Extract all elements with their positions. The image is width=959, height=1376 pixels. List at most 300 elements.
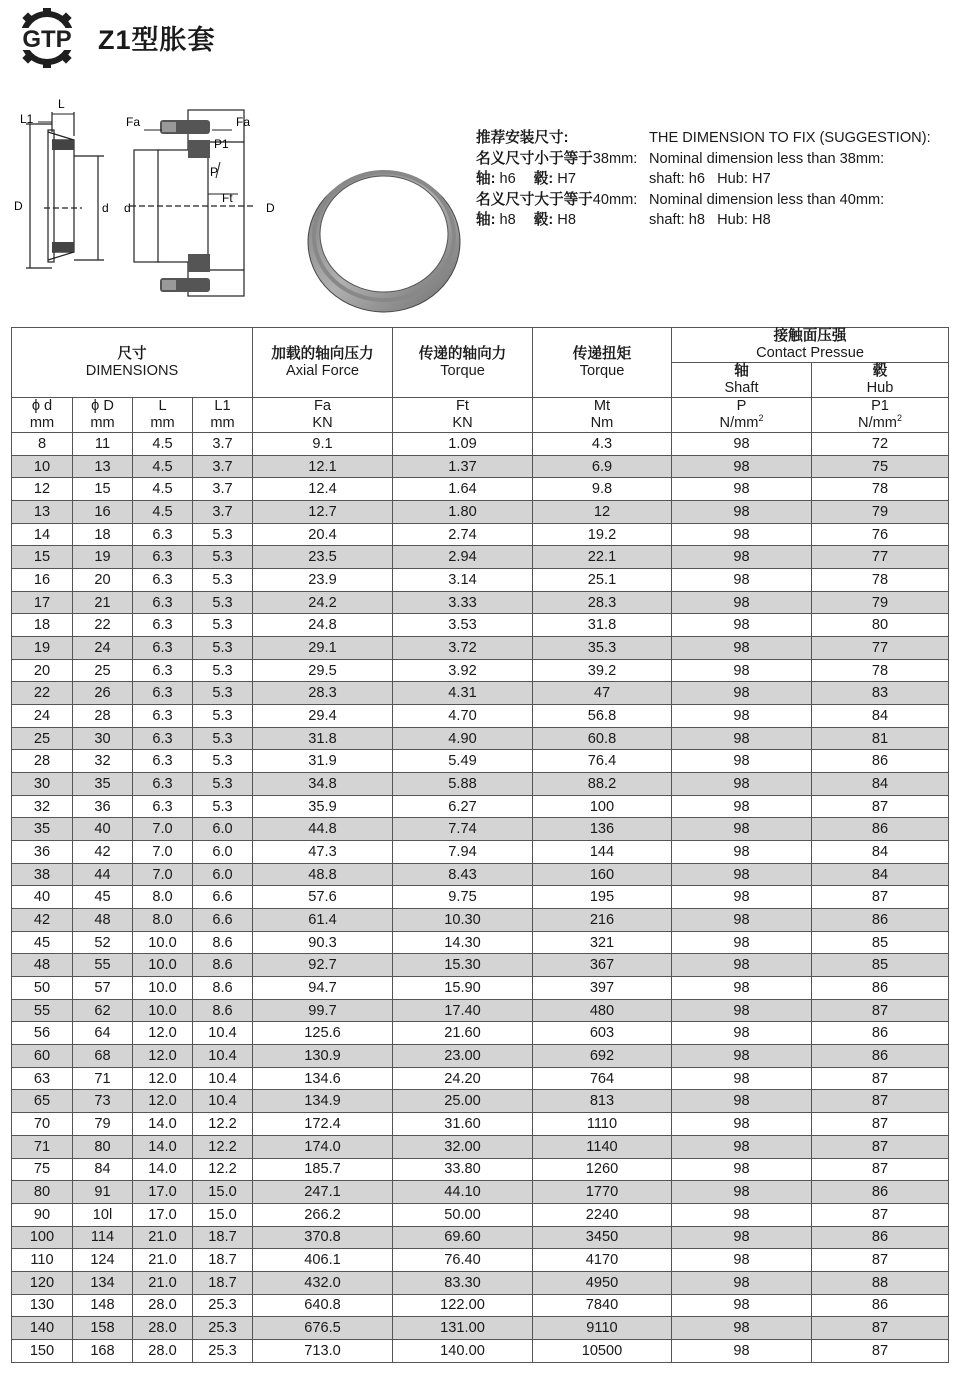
table-cell: 14.0: [133, 1135, 193, 1158]
table-cell: 86: [812, 750, 949, 773]
note-cn: 推荐安装尺寸:: [476, 130, 569, 146]
table-row: [12, 954, 949, 977]
note-en: shaft: h6 Hub: H7: [649, 171, 771, 188]
table-cell: 65: [12, 1090, 73, 1113]
table-cell: 172.4: [253, 1113, 393, 1136]
table-cell: 68: [73, 1045, 133, 1068]
table-cell: 69.60: [393, 1226, 533, 1249]
table-cell: 10.4: [193, 1067, 253, 1090]
table-cell: 77: [812, 546, 949, 569]
note-en: THE DIMENSION TO FIX (SUGGESTION):: [649, 130, 931, 146]
table-cell: 6.9: [533, 455, 672, 478]
table-cell: 150: [12, 1339, 73, 1362]
table-cell: 33.80: [393, 1158, 533, 1181]
table-cell: 36: [12, 841, 73, 864]
table-cell: 764: [533, 1067, 672, 1090]
table-cell: 2.94: [393, 546, 533, 569]
table-cell: 98: [672, 1203, 812, 1226]
note-en: Nominal dimension less than 40mm:: [649, 191, 885, 208]
table-cell: 10.0: [133, 931, 193, 954]
table-cell: 98: [672, 1158, 812, 1181]
table-cell: 174.0: [253, 1135, 393, 1158]
table-cell: 98: [672, 795, 812, 818]
table-cell: 86: [812, 977, 949, 1000]
table-cell: 100: [12, 1226, 73, 1249]
table-cell: 24: [73, 637, 133, 660]
table-cell: 22: [73, 614, 133, 637]
header-hub: 毂 Hub: [812, 363, 949, 398]
table-cell: 48.8: [253, 863, 393, 886]
table-cell: 6.3: [133, 614, 193, 637]
label-fa-left: Fa: [126, 115, 141, 129]
table-cell: 28.3: [533, 591, 672, 614]
table-cell: 15.30: [393, 954, 533, 977]
table-cell: 24.8: [253, 614, 393, 637]
table-cell: 19: [12, 637, 73, 660]
table-cell: 79: [812, 501, 949, 524]
table-cell: 15.0: [193, 1181, 253, 1204]
table-row: [12, 455, 949, 478]
table-cell: 8.0: [133, 886, 193, 909]
table-cell: 23.5: [253, 546, 393, 569]
table-cell: 45: [12, 931, 73, 954]
table-cell: 4.70: [393, 705, 533, 728]
table-cell: 14.0: [133, 1113, 193, 1136]
table-cell: 44.10: [393, 1181, 533, 1204]
header-contact-pressure: 接触面压强 Contact Pressue: [672, 328, 949, 363]
table-cell: 23.9: [253, 569, 393, 592]
table-cell: 98: [672, 1113, 812, 1136]
table-cell: 9.8: [533, 478, 672, 501]
table-cell: 71: [12, 1135, 73, 1158]
table-cell: 7.0: [133, 863, 193, 886]
table-cell: 6.3: [133, 682, 193, 705]
table-cell: 10.0: [133, 999, 193, 1022]
table-cell: 79: [73, 1113, 133, 1136]
table-cell: 6.3: [133, 727, 193, 750]
label-l: L: [58, 97, 65, 111]
table-cell: 98: [672, 523, 812, 546]
table-cell: 136: [533, 818, 672, 841]
table-cell: 87: [812, 1090, 949, 1113]
table-cell: 15: [73, 478, 133, 501]
table-cell: 1.37: [393, 455, 533, 478]
table-row: [12, 1294, 949, 1317]
logo-text: GTP: [22, 26, 72, 53]
table-cell: 87: [812, 1113, 949, 1136]
table-cell: 676.5: [253, 1317, 393, 1340]
table-cell: 98: [672, 909, 812, 932]
table-cell: 42: [73, 841, 133, 864]
table-cell: 98: [672, 954, 812, 977]
fit-notes: [476, 128, 931, 231]
table-cell: 48: [73, 909, 133, 932]
table-cell: 83: [812, 682, 949, 705]
table-cell: 6.3: [133, 659, 193, 682]
table-cell: 87: [812, 999, 949, 1022]
table-cell: 8.6: [193, 931, 253, 954]
table-cell: 131.00: [393, 1317, 533, 1340]
table-cell: 144: [533, 841, 672, 864]
unit-axial-force: Fa KN: [253, 398, 393, 433]
table-cell: 98: [672, 659, 812, 682]
table-cell: 99.7: [253, 999, 393, 1022]
table-cell: 6.3: [133, 795, 193, 818]
table-cell: 8.6: [193, 999, 253, 1022]
table-cell: 78: [812, 478, 949, 501]
unit-shaft-pressure: P $N/mm^2$: [672, 398, 812, 433]
label-d-outer-left: D: [14, 199, 23, 213]
table-cell: 6.0: [193, 863, 253, 886]
table-cell: 62: [73, 999, 133, 1022]
table-cell: 4.5: [133, 501, 193, 524]
note-cn: 名义尺寸小于等于38mm:: [476, 150, 638, 167]
table-cell: 3.33: [393, 591, 533, 614]
header-shaft: 轴 Shaft: [672, 363, 812, 398]
table-cell: 13: [12, 501, 73, 524]
table-cell: 140: [12, 1317, 73, 1340]
table-cell: 134.6: [253, 1067, 393, 1090]
label-p: P: [210, 165, 219, 179]
table-cell: 18: [73, 523, 133, 546]
table-cell: 98: [672, 546, 812, 569]
table-cell: 5.3: [193, 750, 253, 773]
table-cell: 10.4: [193, 1045, 253, 1068]
table-cell: 10500: [533, 1339, 672, 1362]
table-cell: 72: [812, 433, 949, 456]
table-row: [12, 1226, 949, 1249]
table-cell: 83.30: [393, 1271, 533, 1294]
table-cell: 32: [73, 750, 133, 773]
table-cell: 25.1: [533, 569, 672, 592]
table-cell: 130: [12, 1294, 73, 1317]
table-cell: 80: [812, 614, 949, 637]
label-d-inner-2: d: [124, 201, 131, 215]
table-cell: 45: [73, 886, 133, 909]
table-cell: 12.2: [193, 1158, 253, 1181]
table-cell: 55: [12, 999, 73, 1022]
table-cell: 266.2: [253, 1203, 393, 1226]
table-cell: 11: [73, 433, 133, 456]
table-cell: 406.1: [253, 1249, 393, 1272]
table-cell: 88: [812, 1271, 949, 1294]
table-cell: 98: [672, 705, 812, 728]
table-cell: 8.6: [193, 977, 253, 1000]
table-cell: 22.1: [533, 546, 672, 569]
table-cell: 6.0: [193, 818, 253, 841]
table-cell: 19.2: [533, 523, 672, 546]
table-cell: 1.09: [393, 433, 533, 456]
table-row: [12, 1249, 949, 1272]
table-cell: 5.49: [393, 750, 533, 773]
table-cell: 100: [533, 795, 672, 818]
table-cell: 79: [812, 591, 949, 614]
table-cell: 78: [812, 659, 949, 682]
table-cell: 17.40: [393, 999, 533, 1022]
table-cell: 10.4: [193, 1090, 253, 1113]
table-cell: 85: [812, 931, 949, 954]
table-cell: 36: [73, 795, 133, 818]
table-cell: 3.7: [193, 433, 253, 456]
table-row: [12, 727, 949, 750]
table-cell: 86: [812, 818, 949, 841]
gtp-logo: [10, 8, 84, 68]
unit-outer-diameter: ϕ D mm: [73, 398, 133, 433]
table-cell: 12.1: [253, 455, 393, 478]
table-cell: 87: [812, 1317, 949, 1340]
table-row: [12, 999, 949, 1022]
table-cell: 6.6: [193, 909, 253, 932]
table-row: [12, 1158, 949, 1181]
table-cell: 98: [672, 999, 812, 1022]
table-cell: 5.3: [193, 523, 253, 546]
table-cell: 15.90: [393, 977, 533, 1000]
table-cell: 47.3: [253, 841, 393, 864]
note-row: [476, 128, 931, 149]
unit-inner-diameter: ϕ d mm: [12, 398, 73, 433]
table-cell: 480: [533, 999, 672, 1022]
table-cell: 134: [73, 1271, 133, 1294]
table-cell: 31.8: [533, 614, 672, 637]
table-cell: 73: [73, 1090, 133, 1113]
table-cell: 29.1: [253, 637, 393, 660]
table-cell: 5.3: [193, 569, 253, 592]
table-row: [12, 705, 949, 728]
table-cell: 98: [672, 637, 812, 660]
table-cell: 4.90: [393, 727, 533, 750]
table-cell: 14: [12, 523, 73, 546]
table-row: [12, 637, 949, 660]
table-row: [12, 1317, 949, 1340]
table-cell: 47: [533, 682, 672, 705]
table-cell: 21.60: [393, 1022, 533, 1045]
table-cell: 4.5: [133, 455, 193, 478]
table-row: [12, 501, 949, 524]
table-cell: 12.2: [193, 1113, 253, 1136]
table-row: [12, 1339, 949, 1362]
table-cell: 5.3: [193, 614, 253, 637]
table-cell: 84: [812, 773, 949, 796]
table-cell: 86: [812, 1022, 949, 1045]
table-cell: 9.1: [253, 433, 393, 456]
table-cell: 94.7: [253, 977, 393, 1000]
table-cell: 87: [812, 1158, 949, 1181]
table-cell: 21: [73, 591, 133, 614]
table-cell: 3.14: [393, 569, 533, 592]
table-cell: 5.3: [193, 659, 253, 682]
table-row: [12, 1113, 949, 1136]
table-cell: 90.3: [253, 931, 393, 954]
table-cell: 25.00: [393, 1090, 533, 1113]
table-cell: 98: [672, 501, 812, 524]
table-cell: 71: [73, 1067, 133, 1090]
table-row: [12, 1203, 949, 1226]
table-cell: 25.3: [193, 1339, 253, 1362]
table-cell: 124: [73, 1249, 133, 1272]
table-cell: 114: [73, 1226, 133, 1249]
table-cell: 50: [12, 977, 73, 1000]
note-en: Nominal dimension less than 38mm:: [649, 150, 885, 167]
table-cell: 122.00: [393, 1294, 533, 1317]
table-cell: 52: [73, 931, 133, 954]
table-cell: 140.00: [393, 1339, 533, 1362]
table-cell: 5.3: [193, 795, 253, 818]
table-cell: 28.3: [253, 682, 393, 705]
table-cell: 10.0: [133, 954, 193, 977]
table-cell: 30: [73, 727, 133, 750]
table-cell: 21.0: [133, 1226, 193, 1249]
table-row: [12, 1090, 949, 1113]
table-cell: 10: [12, 455, 73, 478]
note-cn: 轴: h6 毂: H7: [476, 171, 576, 188]
table-row: [12, 614, 949, 637]
header-torque: 传递扭矩 Torque: [533, 328, 672, 398]
ring-illustration: [300, 156, 468, 316]
table-cell: 3.7: [193, 501, 253, 524]
table-cell: 32: [12, 795, 73, 818]
table-row: [12, 523, 949, 546]
table-cell: 6.3: [133, 546, 193, 569]
table-cell: 432.0: [253, 1271, 393, 1294]
table-cell: 247.1: [253, 1181, 393, 1204]
table-row: [12, 977, 949, 1000]
table-cell: 24.2: [253, 591, 393, 614]
table-cell: 14.0: [133, 1158, 193, 1181]
table-cell: 28: [73, 705, 133, 728]
table-row: [12, 682, 949, 705]
table-cell: 25.3: [193, 1317, 253, 1340]
table-cell: 88.2: [533, 773, 672, 796]
table-cell: 17.0: [133, 1181, 193, 1204]
table-cell: 98: [672, 478, 812, 501]
table-cell: 29.5: [253, 659, 393, 682]
table-cell: 84: [73, 1158, 133, 1181]
table-cell: 12.2: [193, 1135, 253, 1158]
table-cell: 12.0: [133, 1090, 193, 1113]
table-cell: 57: [73, 977, 133, 1000]
table-row: [12, 1045, 949, 1068]
table-cell: 168: [73, 1339, 133, 1362]
table-cell: 98: [672, 1271, 812, 1294]
table-cell: 35.3: [533, 637, 672, 660]
table-cell: 160: [533, 863, 672, 886]
table-cell: 98: [672, 1022, 812, 1045]
table-cell: 12: [12, 478, 73, 501]
table-cell: 1.64: [393, 478, 533, 501]
table-cell: 25: [73, 659, 133, 682]
table-cell: 9110: [533, 1317, 672, 1340]
table-cell: 7.94: [393, 841, 533, 864]
note-row: [476, 210, 931, 231]
table-cell: 91: [73, 1181, 133, 1204]
table-cell: 125.6: [253, 1022, 393, 1045]
table-cell: 80: [73, 1135, 133, 1158]
table-cell: 63: [12, 1067, 73, 1090]
table-cell: 48: [12, 954, 73, 977]
unit-torque: Mt Nm: [533, 398, 672, 433]
table-cell: 98: [672, 773, 812, 796]
table-cell: 26: [73, 682, 133, 705]
note-en: shaft: h8 Hub: H8: [649, 212, 771, 229]
table-cell: 98: [672, 1226, 812, 1249]
table-cell: 16: [12, 569, 73, 592]
table-cell: 87: [812, 1339, 949, 1362]
table-cell: 6.3: [133, 523, 193, 546]
table-cell: 12.7: [253, 501, 393, 524]
table-cell: 42: [12, 909, 73, 932]
page-title: Z1型胀套: [98, 25, 216, 55]
table-cell: 5.3: [193, 637, 253, 660]
units-row: [12, 398, 949, 433]
table-cell: 60: [12, 1045, 73, 1068]
table-cell: 28.0: [133, 1317, 193, 1340]
table-cell: 3450: [533, 1226, 672, 1249]
table-cell: 6.3: [133, 705, 193, 728]
table-cell: 77: [812, 637, 949, 660]
table-cell: 80: [12, 1181, 73, 1204]
label-d-outer-right: D: [266, 201, 275, 215]
table-cell: 640.8: [253, 1294, 393, 1317]
table-row: [12, 886, 949, 909]
table-cell: 10.4: [193, 1022, 253, 1045]
table-cell: 25: [12, 727, 73, 750]
table-cell: 1770: [533, 1181, 672, 1204]
note-cn: 名义尺寸大于等于40mm:: [476, 191, 638, 208]
table-cell: 4170: [533, 1249, 672, 1272]
table-cell: 98: [672, 1181, 812, 1204]
table-cell: 7840: [533, 1294, 672, 1317]
table-cell: 20: [12, 659, 73, 682]
table-cell: 98: [672, 614, 812, 637]
table-cell: 6.3: [133, 591, 193, 614]
table-cell: 7.0: [133, 818, 193, 841]
table-cell: 86: [812, 1181, 949, 1204]
table-row: [12, 795, 949, 818]
note-row: [476, 149, 931, 170]
table-cell: 76: [812, 523, 949, 546]
table-cell: 50.00: [393, 1203, 533, 1226]
table-cell: 23.00: [393, 1045, 533, 1068]
label-p1: P1: [214, 137, 229, 151]
table-cell: 98: [672, 569, 812, 592]
table-cell: 16: [73, 501, 133, 524]
table-cell: 134.9: [253, 1090, 393, 1113]
table-cell: 44.8: [253, 818, 393, 841]
table-cell: 2240: [533, 1203, 672, 1226]
table-cell: 713.0: [253, 1339, 393, 1362]
table-cell: 86: [812, 909, 949, 932]
table-cell: 17.0: [133, 1203, 193, 1226]
table-cell: 3.72: [393, 637, 533, 660]
table-cell: 6.0: [193, 841, 253, 864]
table-cell: 57.6: [253, 886, 393, 909]
table-cell: 29.4: [253, 705, 393, 728]
table-cell: 8.0: [133, 909, 193, 932]
table-cell: 98: [672, 682, 812, 705]
table-row: [12, 863, 949, 886]
table-cell: 76.4: [533, 750, 672, 773]
table-cell: 98: [672, 977, 812, 1000]
table-row: [12, 773, 949, 796]
table-cell: 3.53: [393, 614, 533, 637]
table-cell: 12.4: [253, 478, 393, 501]
table-cell: 98: [672, 818, 812, 841]
table-cell: 148: [73, 1294, 133, 1317]
table-cell: 40: [12, 886, 73, 909]
label-d-inner: d: [102, 201, 109, 215]
table-cell: 86: [812, 1226, 949, 1249]
table-cell: 9.75: [393, 886, 533, 909]
